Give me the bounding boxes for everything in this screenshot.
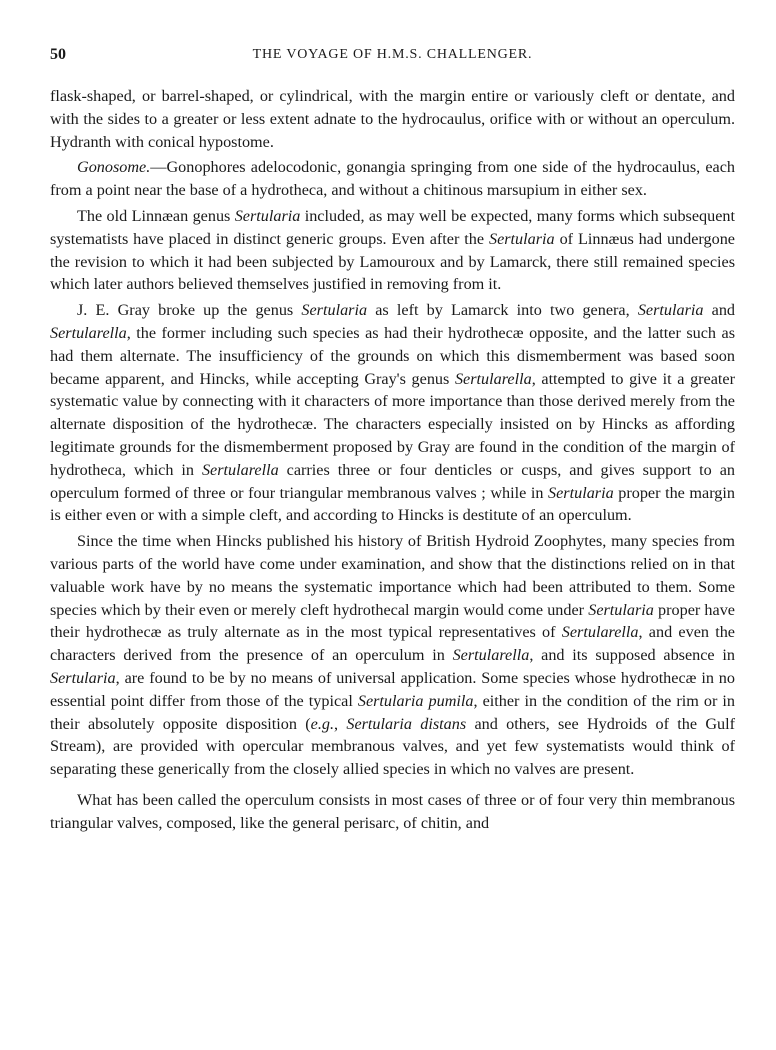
italic-term: Sertularella [561,623,639,642]
italic-term: Sertularia [234,206,301,225]
italic-term: e.g. [310,714,335,733]
italic-term: Sertularia [50,668,116,687]
text-run: —Gonophores adelocodonic, gonangia springing from one side of the hydrocaulus, each from a point near the base of a hydrotheca, and without a chitinous marsupium in either sex. [50,158,735,200]
paragraph-gray-genera [50,299,735,527]
italic-term: Gonosome. [77,158,151,177]
italic-term: Sertularia [588,600,654,619]
italic-term: Sertularella [50,323,127,342]
text-run: included, as may well be expected, many forms which subsequent systematists have placed in distinct generic groups. Even after the [50,206,736,248]
paragraph-linnaean-genus [50,205,735,296]
paragraph-operculum [50,789,735,835]
text-run: proper the margin is either even or with a simple cleft, and according to Hincks is destitute of an operculum. [50,483,735,525]
text-run: , and its supposed absence in [529,646,735,665]
italic-term: Sertularia [488,229,555,248]
italic-term: Sertularia [548,483,614,502]
text-run: as left by Lamarck into two genera, [367,301,638,320]
paragraph-hincks-history [50,530,735,781]
italic-term: Sertularella [454,369,532,388]
paragraph-trophosome-continued [50,85,735,153]
text-run: Since the time when Hincks published his history of British Hydroid Zoophytes, many species from various parts of the world have come under examination, and show that the distinctions relied on in that valuable work have by no means the systematic importance which had been attributed to them. Some species which by their even or merely cleft hydrothecal margin would come under [50,532,735,619]
text-run: , are found to be by no means of universal application. Some species whose hydrothecæ in no essential point differ from those of the typical [50,668,735,710]
italic-term: Sertularia [637,301,704,320]
page-number: 50 [50,46,66,63]
text-run: , either in the condition of the rim or in their absolutely opposite disposition ( [50,691,735,733]
text-run: , attempted to give it a greater systematic value by connecting with it characters of more importance than those derived merely from the alternate disposition of the hydrothecæ. The characters especially insisted on by Hincks as affording legitimate grounds for the dismemberment proposed by Gray are found in the condition of the margin of hydrotheca, which in [50,369,735,479]
running-header [50,46,735,68]
text-run: of Linnæus had undergone the revision to which it had been subjected by Lamouroux and by Lamarck, there still remained species which later authors believed themselves justified in removing from it. [50,229,735,294]
italic-term: Sertularella [201,460,279,479]
text-run: and [703,301,736,320]
text-run: and others, see Hydroids of the Gulf Stream), are provided with opercular membranous valves, and yet few systematists would think of separating these generically from the closely allied species in which no valves are present. [50,714,735,779]
document-page [50,46,735,835]
text-run: proper have their hydrothecæ as truly alternate as in the most typical representatives of [50,600,735,642]
text-run: , the former including such species as had their hydrothecæ opposite, and the latter such as had them alternate. The insufficiency of the grounds on which this dismemberment was based soon became apparent, and Hincks, while accepting Gray's genus [50,323,735,388]
italic-term: Sertularia pumila [357,691,474,710]
italic-term: Sertularella [452,646,530,665]
italic-term: Sertularia [301,301,368,320]
text-run: flask-shaped, or barrel-shaped, or cylindrical, with the margin entire or variously cleft or dentate, and with the sides to a greater or less extent adnate to the hydrocaulus, orifice with or without an operculum. Hydranth with conical hypostome. [50,87,735,151]
paragraph-gonosome [50,156,735,202]
text-run: What has been called the operculum consists in most cases of three or of four very thin membranous triangular valves, composed, like the general perisarc, of chitin, and [50,790,735,832]
text-run: , and even the characters derived from the presence of an operculum in [50,623,735,665]
text-run: , [334,714,347,733]
text-run: The old Linnæan genus [77,206,235,225]
text-run: J. E. Gray broke up the genus [77,301,302,320]
italic-term: Sertularia distans [346,714,467,733]
running-title: THE VOYAGE OF H.M.S. CHALLENGER. [252,47,533,62]
text-run: carries three or four denticles or cusps, and gives support to an operculum formed of three or four triangular membranous valves ; while in [50,460,735,502]
